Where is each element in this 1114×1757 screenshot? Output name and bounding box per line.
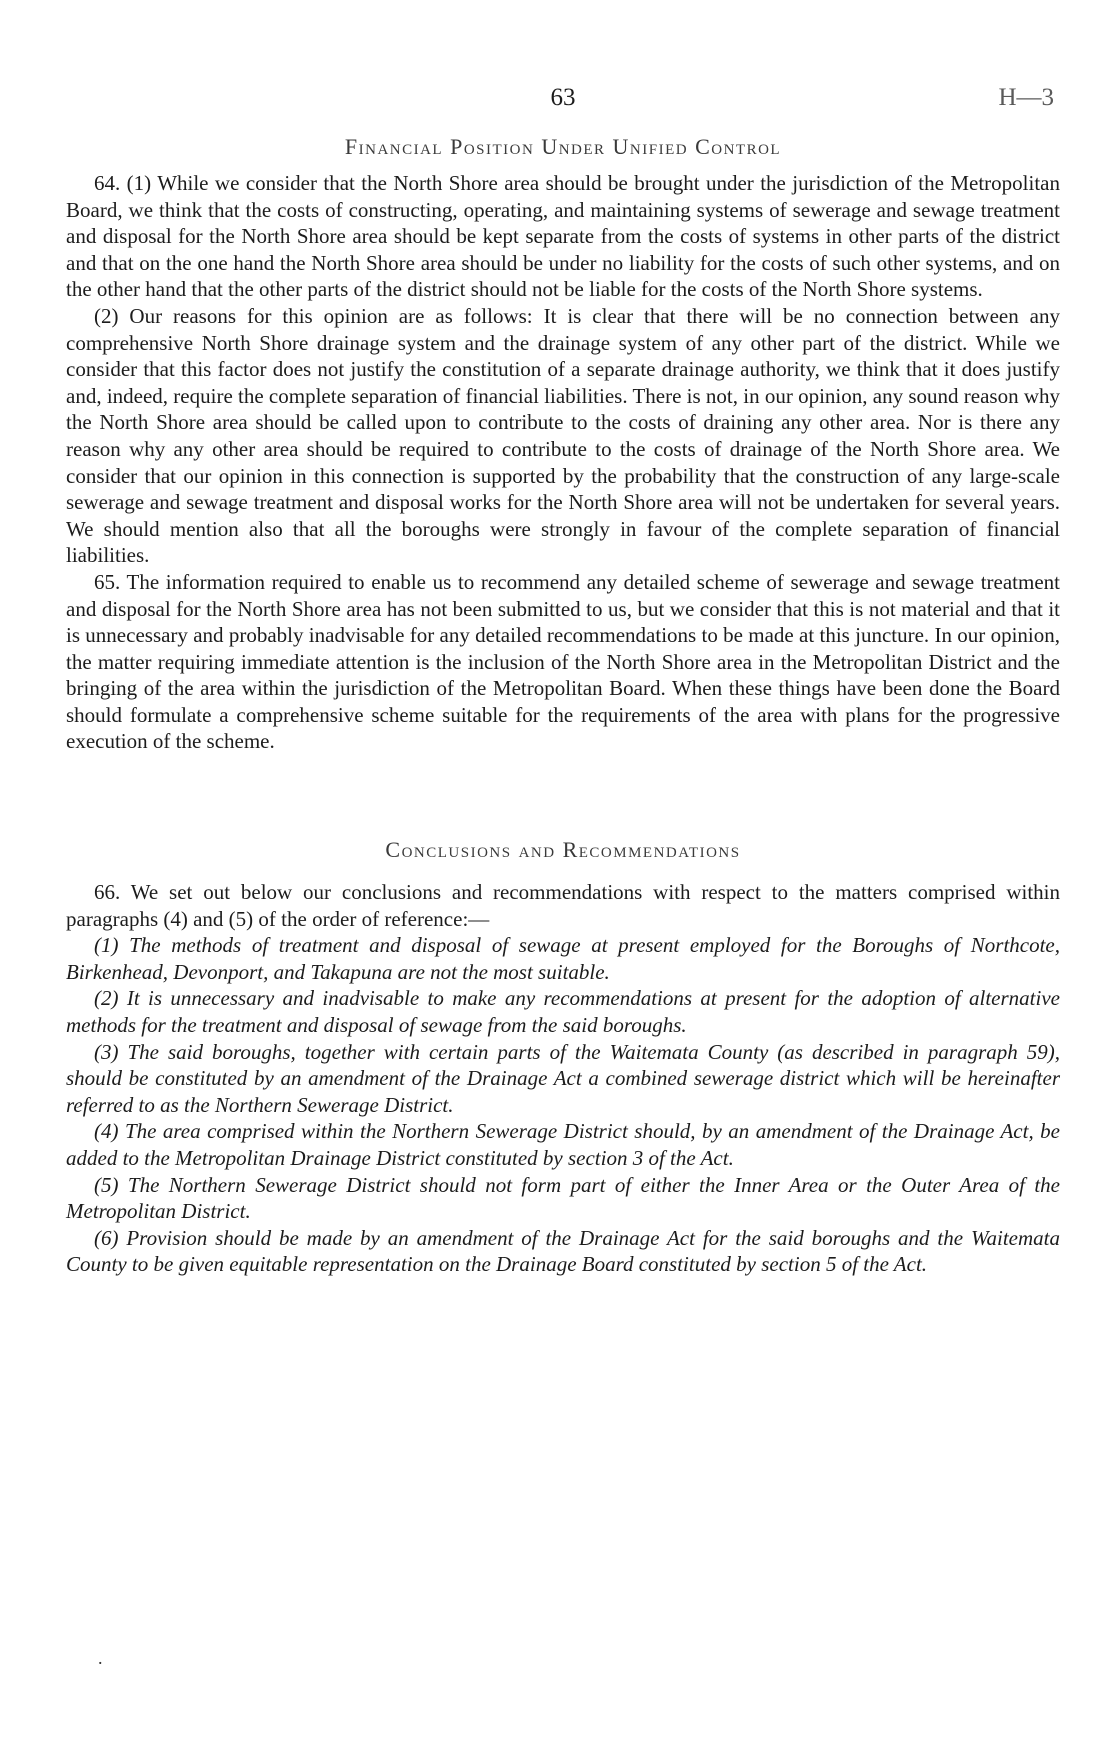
recommendation-4: (4) The area comprised within the Northern Sewerage District should, by an amendment of the Drainage Act, be added to the Metropolitan Drainage District constituted by section 3 of the Act.	[66, 1119, 1060, 1170]
paragraph-64-1: 64. (1) While we consider that the North Shore area should be brought under the jurisdiction of the Metropolitan Board, we think that the costs of constructing, operating, and maintaining systems of sewerage and sewage treatment and disposal for the North Shore area should be kept separate from the costs of systems in other parts of the district and that on the one hand the North Shore area should be under no liability for the costs of such other systems, and on the other hand that the other parts of the district should not be liable for the costs of the North Shore systems.	[66, 171, 1060, 302]
document-reference: H—3	[998, 84, 1054, 111]
running-header	[66, 80, 1060, 120]
section-heading-financial-position: Financial Position Under Unified Control	[344, 134, 782, 159]
paragraph-65: 65. The information required to enable us to recommend any detailed scheme of sewerage and sewage treatment and disposal for the North Shore area has not been submitted to us, but we consider that this is not material and that it is unnecessary and probably inadvisable for any detailed recommendations to be made at this juncture. In our opinion, the matter requiring immediate attention is the inclusion of the North Shore area in the Metropolitan District and the bringing of the area within the jurisdiction of the Metropolitan Board. When these things have been done the Board should formulate a comprehensive scheme suitable for the requirements of the area with plans for the progressive execution of the scheme.	[66, 569, 1060, 754]
paragraph-66-intro: 66. We set out below our conclusions and recommendations with respect to the matters comprised within paragraphs (4) and (5) of the order of reference:—	[66, 880, 1060, 931]
paragraph-64-2: (2) Our reasons for this opinion are as follows: It is clear that there will be no connection between any comprehensive North Shore drainage system and the drainage system of any other part of the district. While we consider that this factor does not justify the constitution of a separate drainage authority, we think that it does justify and, indeed, require the complete separation of financial liabilities. There is not, in our opinion, any sound reason why the North Shore area should be called upon to contribute to the costs of draining any other area. Nor is there any reason why any other area should be required to contribute to the costs of drainage of the North Shore area. We consider that our opinion in this connection is supported by the probability that the construction of any large-scale sewerage and sewage treatment and disposal works for the North Shore area will not be undertaken for several years. We should mention also that all the boroughs were strongly in favour of the complete separation of financial liabilities.	[66, 303, 1060, 568]
document-page	[66, 80, 1060, 1278]
recommendation-5: (5) The Northern Sewerage District should not form part of either the Inner Area or the Outer Area of the Metropolitan District.	[66, 1172, 1060, 1224]
footer-mark: .	[98, 1648, 103, 1668]
section-heading-conclusions: Conclusions and Recommendations	[385, 837, 741, 863]
recommendation-3: (3) The said boroughs, together with certain parts of the Waitemata County (as described in paragraph 59), should be constituted by an amendment of the Drainage Act a combined sewerage district which will be hereinafter referred to as the Northern Sewerage District.	[66, 1039, 1060, 1117]
recommendation-6: (6) Provision should be made by an amendment of the Drainage Act for the said boroughs and the Waitemata County to be given equitable representation on the Drainage Board constituted by section 5 of the Act.	[66, 1225, 1060, 1277]
recommendation-2: (2) It is unnecessary and inadvisable to make any recommendations at present for the adoption of alternative methods for the treatment and disposal of sewage from the said boroughs.	[66, 986, 1060, 1038]
recommendation-1: (1) The methods of treatment and disposal of sewage at present employed for the Boroughs of Northcote, Birkenhead, Devonport, and Takapuna are not the most suitable.	[66, 933, 1060, 984]
page-number: 63	[550, 84, 576, 111]
